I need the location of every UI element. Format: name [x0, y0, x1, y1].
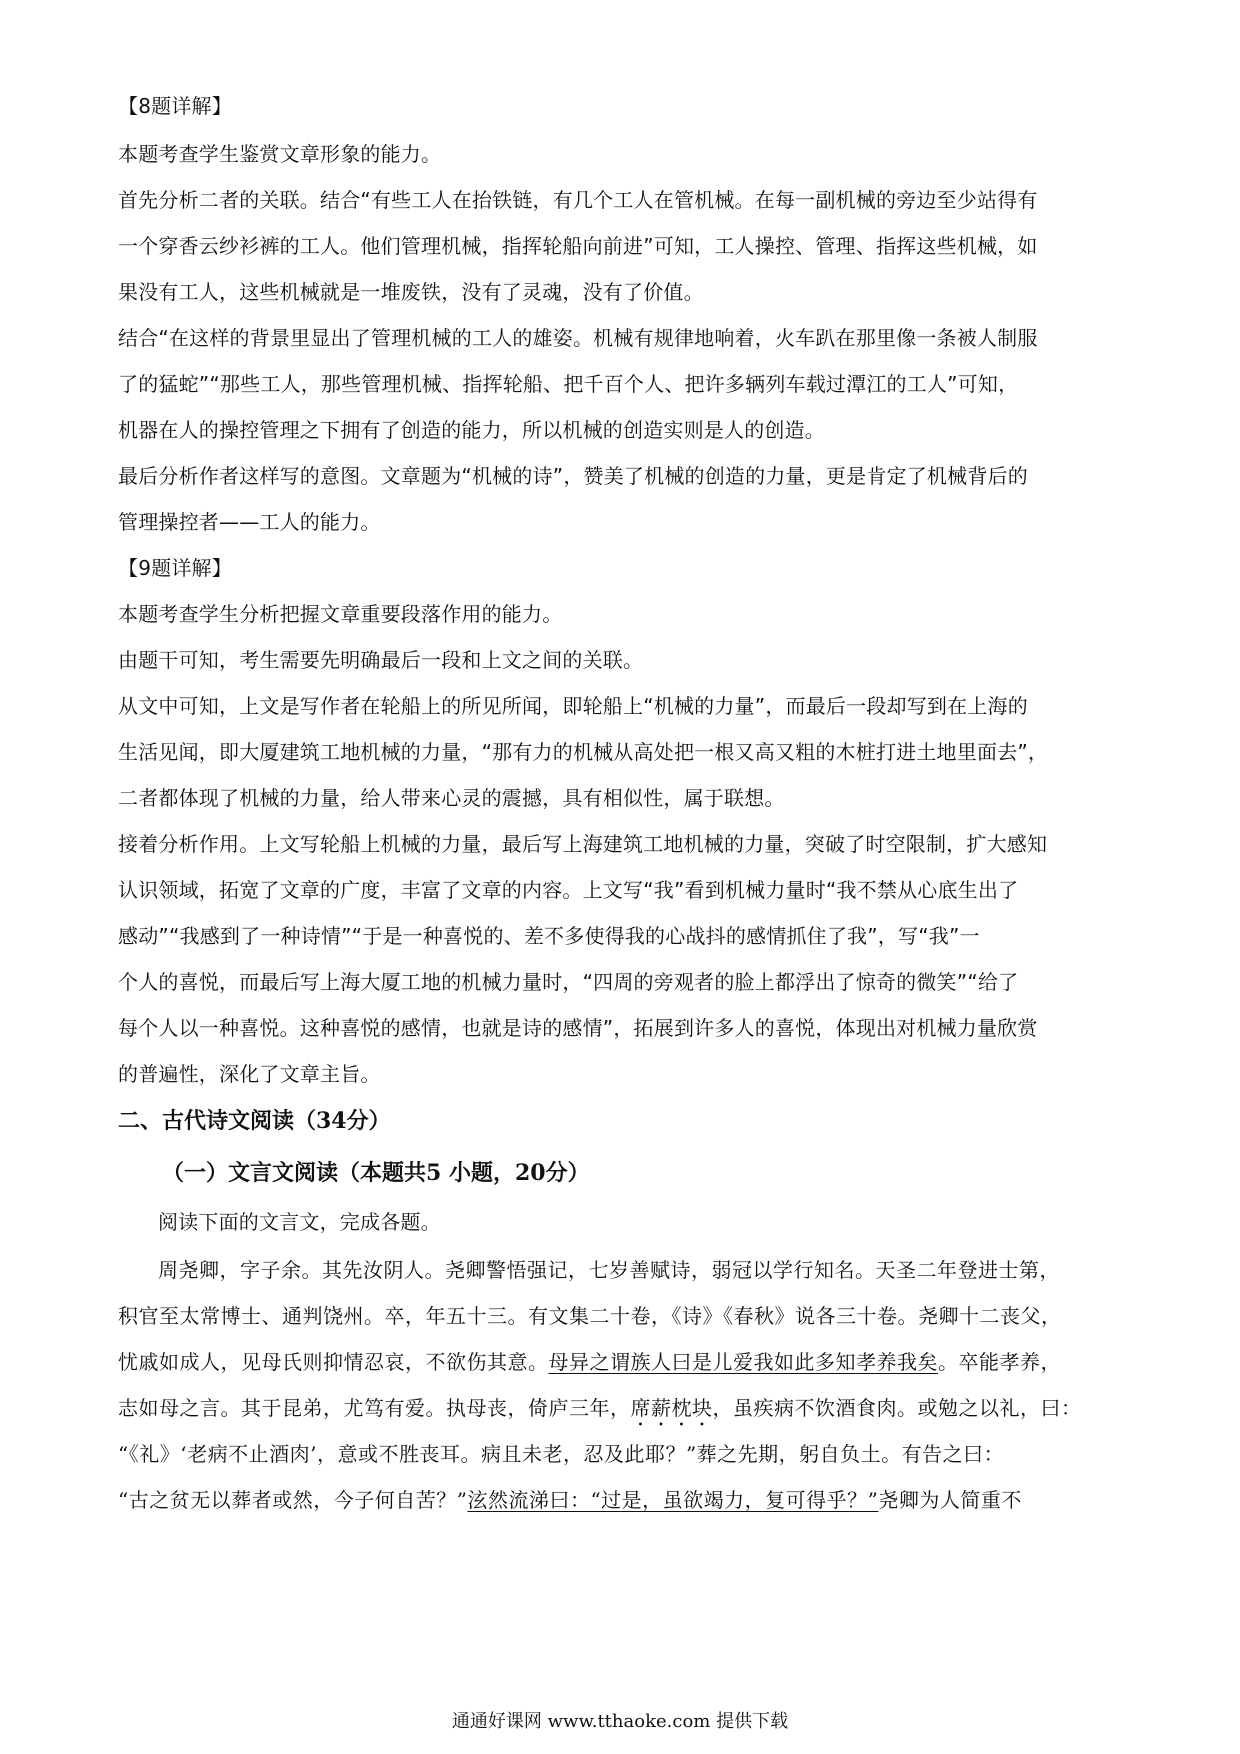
q8-paragraph-2-line-2: 一个穿香云纱衫裤的工人。他们管理机械，指挥轮船向前进”可知，工人操控、管理、指挥这些机械，如	[118, 234, 1038, 258]
dotted-phrase: 席薪枕块	[630, 1396, 713, 1420]
reading-instruction: 阅读下面的文言文，完成各题。	[158, 1210, 441, 1234]
q9-paragraph-2: 由题干可知，考生需要先明确最后一段和上文之间的关联。	[118, 648, 644, 672]
q9-paragraph-4-line-1: 接着分析作用。上文写轮船上机械的力量，最后写上海建筑工地机械的力量，突破了时空限制，扩大感知	[118, 832, 1048, 856]
classical-text-line-4	[118, 1394, 1082, 1431]
q9-paragraph-1: 本题考查学生分析把握文章重要段落作用的能力。	[118, 602, 563, 626]
classical-text-line-5: “《礼》‘老病不止酒肉’，意或不胜丧耳。病且未老，忍及此耶？”葬之先期，躬自负土。有告之曰：	[118, 1442, 1005, 1466]
classical-text-line-1: 周尧卿，字子余。其先汝阴人。尧卿警悟强记，七岁善赋诗，弱冠以学行知名。天圣二年登进士第，	[158, 1258, 1060, 1282]
q9-paragraph-4-line-3: 感动”“我感到了一种诗情”“于是一种喜悦的、差不多使得我的心战抖的感情抓住了我”，写“我”一	[118, 924, 980, 948]
classical-text-line-3	[118, 1348, 1061, 1376]
q8-paragraph-4-line-2: 管理操控者——工人的能力。	[118, 510, 381, 534]
q9-paragraph-4-line-4: 个人的喜悦，而最后写上海大厦工地的机械力量时，“四周的旁观者的脸上都浮出了惊奇的微笑”“给了	[118, 970, 1019, 994]
underlined-sentence-2: 泫然流涕曰：“过是，虽欲竭力，复可得乎？”	[467, 1488, 879, 1512]
q9-paragraph-3-line-1: 从文中可知，上文是写作者在轮船上的所见所闻，即轮船上“机械的力量”，而最后一段却写到在上海的	[118, 694, 1028, 718]
underlined-sentence-1: 母异之谓族人曰是儿爱我如此多知孝养我矣	[548, 1350, 938, 1374]
classical-text-line-3-part-c: 。卒能孝养，	[938, 1350, 1061, 1374]
q8-paragraph-4-line-1: 最后分析作者这样写的意图。文章题为“机械的诗”，赞美了机械的创造的力量，更是肯定了机械背后的	[118, 464, 1028, 488]
q9-paragraph-3-line-2: 生活见闻，即大厦建筑工地机械的力量，“那有力的机械从高处把一根又高又粗的木桩打进土地里面去”，	[118, 740, 1049, 764]
q9-paragraph-4-line-5: 每个人以一种喜悦。这种喜悦的感情，也就是诗的感情”，拓展到许多人的喜悦，体现出对机械力量欣赏	[118, 1016, 1038, 1040]
q8-paragraph-3-line-2: 了的猛蛇”“那些工人，那些管理机械、指挥轮船、把千百个人、把许多辆列车载过潭江的工人”可知，	[118, 372, 1019, 396]
section-heading: 二、古代诗文阅读（34分）	[118, 1108, 391, 1134]
classical-text-line-4-part-c: ，虽疾病不饮酒食肉。或勉之以礼，曰：	[712, 1396, 1082, 1420]
q9-paragraph-4-line-2: 认识领域，拓宽了文章的广度，丰富了文章的内容。上文写“我”看到机械力量时“我不禁从心底生出了	[118, 878, 1019, 902]
q8-paragraph-3-line-1: 结合“在这样的背景里显出了管理机械的工人的雄姿。机械有规律地响着，火车趴在那里像一条被人制服	[118, 326, 1038, 350]
q9-paragraph-4-line-6: 的普遍性，深化了文章主旨。	[118, 1062, 381, 1086]
q8-paragraph-1: 本题考查学生鉴赏文章形象的能力。	[118, 142, 442, 166]
classical-text-line-6	[118, 1486, 1022, 1514]
q8-paragraph-2-line-3: 果没有工人，这些机械就是一堆废铁，没有了灵魂，没有了价值。	[118, 280, 704, 304]
q9-paragraph-3-line-3: 二者都体现了机械的力量，给人带来心灵的震撼，具有相似性，属于联想。	[118, 786, 785, 810]
classical-text-line-4-part-a: 志如母之言。其于昆弟，尤笃有爱。执母丧，倚庐三年，	[118, 1396, 631, 1420]
classical-text-line-6-part-c: 尧卿为人简重不	[878, 1488, 1022, 1512]
classical-text-line-3-part-a: 忧戚如成人，见母氏则抑情忍哀，不欲伤其意。	[118, 1350, 549, 1374]
classical-text-line-2: 积官至太常博士、通判饶州。卒，年五十三。有文集二十卷，《诗》《春秋》说各三十卷。尧卿十二丧父，	[118, 1304, 1062, 1328]
q8-paragraph-3-line-3: 机器在人的操控管理之下拥有了创造的能力，所以机械的创造实则是人的创造。	[118, 418, 825, 442]
page-footer: 通通好课网 www.tthaoke.com 提供下载	[451, 1711, 789, 1732]
q8-title: 【8题详解】	[118, 94, 232, 118]
q8-paragraph-2-line-1: 首先分析二者的关联。结合“有些工人在抬铁链，有几个工人在管机械。在每一副机械的旁边至少站得有	[118, 188, 1038, 212]
subsection-heading: （一）文言文阅读（本题共5 小题，20分）	[162, 1160, 590, 1186]
classical-text-line-6-part-a: “古之贫无以葬者或然，今子何自苦？”	[118, 1488, 468, 1512]
q9-title: 【9题详解】	[118, 556, 232, 580]
